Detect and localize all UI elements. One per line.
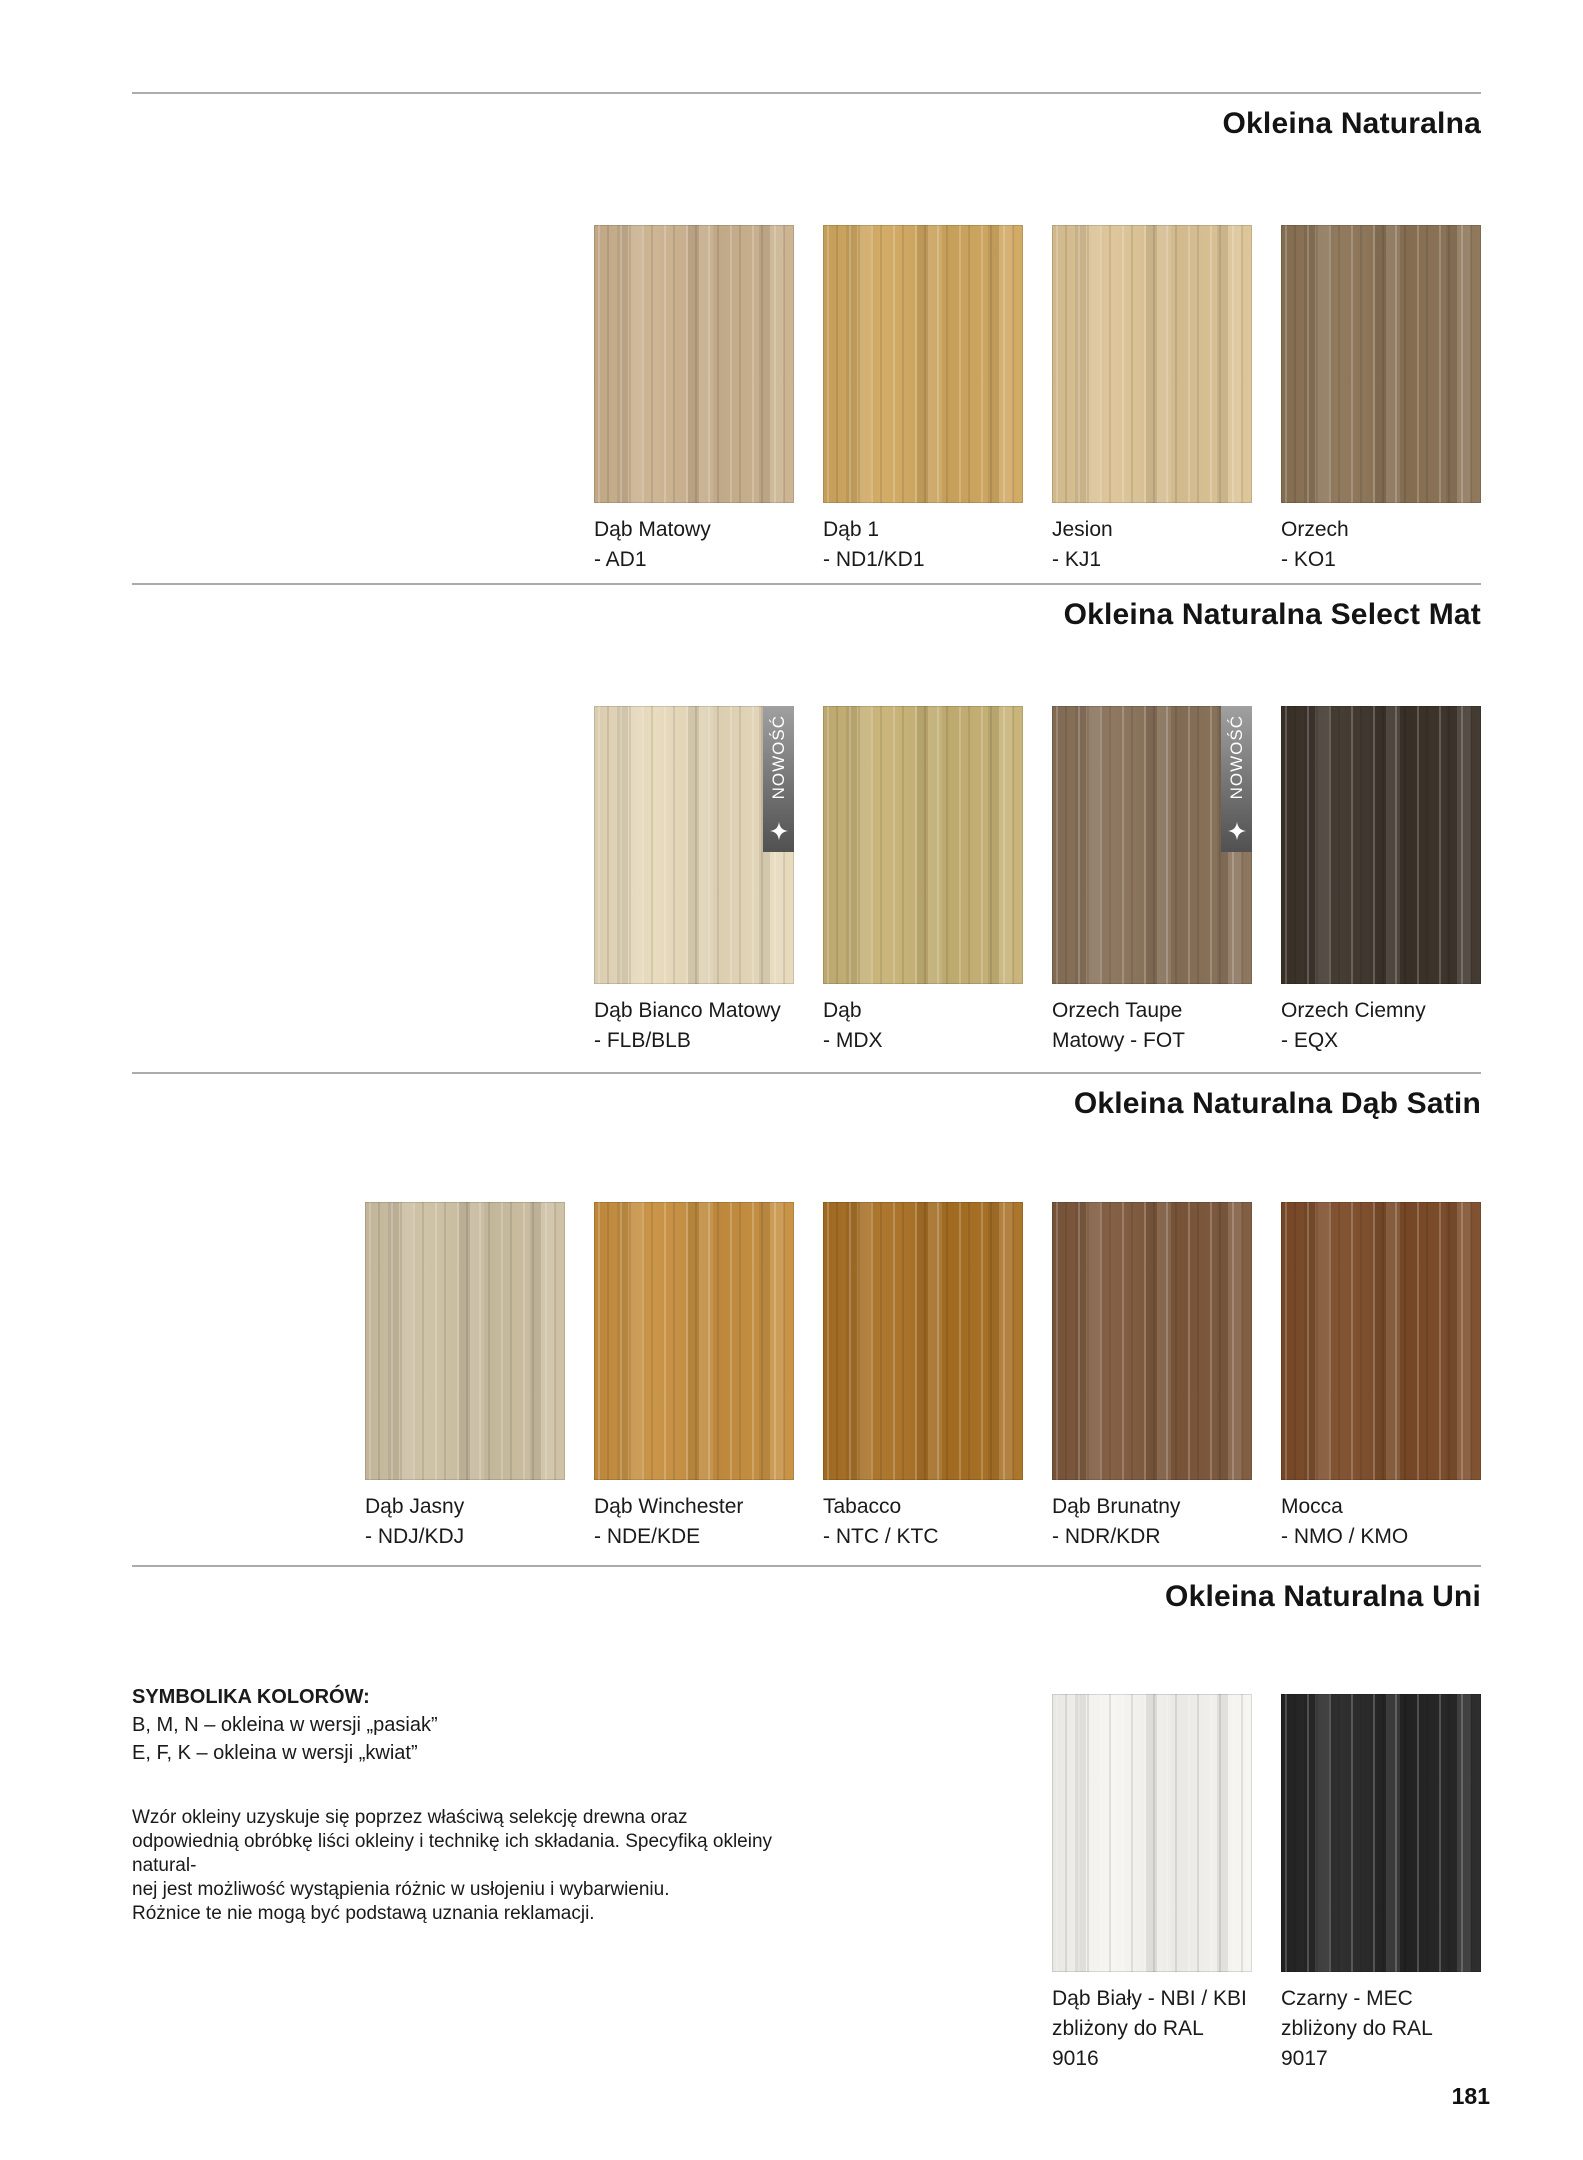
swatch-name: Orzech xyxy=(1281,518,1349,541)
swatch-cell xyxy=(1052,706,1252,1056)
symbols-line: E, F, K – okleina w wersji „kwiat” xyxy=(132,1742,418,1764)
swatch-name: Dąb xyxy=(823,999,862,1022)
nowosc-badge-label: NOWOŚĆ xyxy=(1226,715,1246,800)
swatch-cell xyxy=(365,1202,565,1552)
swatch-label xyxy=(1281,1984,1481,2074)
swatch-code: - KO1 xyxy=(1281,548,1336,571)
swatch-label xyxy=(1052,996,1252,1056)
swatch-label xyxy=(1281,996,1481,1056)
description-line: Wzór okleiny uzyskuje się poprzez właściwą selekcję drewna oraz xyxy=(132,1807,688,1828)
swatch-name: Orzech Ciemny xyxy=(1281,999,1426,1022)
swatch-cell xyxy=(594,706,794,1056)
swatch-name: Dąb 1 xyxy=(823,518,880,541)
swatch-label xyxy=(1052,1492,1252,1552)
wood-swatch xyxy=(823,706,1023,984)
swatch-name: Tabacco xyxy=(823,1495,902,1518)
wood-swatch xyxy=(365,1202,565,1480)
swatch-cell xyxy=(1052,1694,1252,2074)
section-title: Okleina Naturalna Select Mat xyxy=(1063,598,1481,631)
swatch-code: - NMO / KMO xyxy=(1281,1525,1409,1548)
sparkle-icon xyxy=(769,821,789,841)
swatch-code: - KJ1 xyxy=(1052,548,1102,571)
swatch-cell xyxy=(1281,706,1481,1056)
swatch-cell xyxy=(1052,225,1252,575)
wood-swatch xyxy=(1281,1694,1481,1972)
section-header-select-mat xyxy=(132,583,1481,632)
swatch-cell xyxy=(1052,1202,1252,1552)
swatch-name: Jesion xyxy=(1052,518,1113,541)
swatch-code: - NDJ/KDJ xyxy=(365,1525,465,1548)
wood-swatch xyxy=(1052,1694,1252,1972)
page-number: 181 xyxy=(1451,2083,1490,2109)
swatch-code: - NDR/KDR xyxy=(1052,1525,1161,1548)
swatch-code: Matowy - FOT xyxy=(1052,1029,1186,1052)
wood-swatch xyxy=(594,1202,794,1480)
nowosc-badge xyxy=(763,706,794,852)
swatch-name: Dąb Biały - NBI / KBI xyxy=(1052,1987,1247,2010)
swatch-name: Orzech Taupe xyxy=(1052,999,1183,1022)
swatch-label xyxy=(1281,1492,1481,1552)
swatch-code: - ND1/KD1 xyxy=(823,548,925,571)
swatch-name: Dąb Matowy xyxy=(594,518,711,541)
swatch-row-select-mat xyxy=(594,706,1481,1056)
wood-swatch xyxy=(823,225,1023,503)
swatch-label xyxy=(823,515,1023,575)
swatch-code: - FLB/BLB xyxy=(594,1029,691,1052)
veneer-description xyxy=(132,1806,832,1926)
wood-swatch xyxy=(1052,225,1252,503)
wood-swatch xyxy=(823,1202,1023,1480)
swatch-row-dab-satin xyxy=(365,1202,1481,1552)
wood-swatch xyxy=(1052,706,1252,984)
section-title: Okleina Naturalna Uni xyxy=(1165,1580,1481,1613)
swatch-row-naturalna xyxy=(594,225,1481,575)
section-title: Okleina Naturalna xyxy=(1222,107,1481,140)
swatch-cell xyxy=(594,225,794,575)
swatch-label xyxy=(594,515,794,575)
swatch-name: Dąb Bianco Matowy xyxy=(594,999,781,1022)
swatch-cell xyxy=(1281,1202,1481,1552)
symbols-line: B, M, N – okleina w wersji „pasiak” xyxy=(132,1714,438,1736)
swatch-code: - MDX xyxy=(823,1029,883,1052)
swatch-label xyxy=(823,1492,1023,1552)
swatch-name: Mocca xyxy=(1281,1495,1343,1518)
swatch-cell xyxy=(823,706,1023,1056)
wood-swatch xyxy=(1281,225,1481,503)
symbols-heading: SYMBOLIKA KOLORÓW: xyxy=(132,1686,370,1708)
description-line: odpowiednią obróbkę liści okleiny i technikę ich składania. Specyfiką okleiny natural- xyxy=(132,1831,773,1876)
nowosc-badge xyxy=(1221,706,1252,852)
description-line: Różnice te nie mogą być podstawą uznania reklamacji. xyxy=(132,1903,595,1924)
swatch-label xyxy=(1052,515,1252,575)
section-header-dab-satin xyxy=(132,1072,1481,1121)
swatch-code: zbliżony do RAL 9017 xyxy=(1281,2017,1432,2070)
swatch-code: - NDE/KDE xyxy=(594,1525,701,1548)
sparkle-icon xyxy=(1227,821,1247,841)
description-line: nej jest możliwość wystąpienia różnic w usłojeniu i wybarwieniu. xyxy=(132,1879,670,1900)
wood-swatch xyxy=(1281,1202,1481,1480)
swatch-name: Czarny - MEC xyxy=(1281,1987,1413,2010)
swatch-row-uni xyxy=(1052,1694,1481,2074)
swatch-name: Dąb Jasny xyxy=(365,1495,465,1518)
wood-swatch xyxy=(1052,1202,1252,1480)
wood-swatch xyxy=(1281,706,1481,984)
swatch-code: - AD1 xyxy=(594,548,647,571)
section-header-uni xyxy=(132,1565,1481,1614)
swatch-code: zbliżony do RAL 9016 xyxy=(1052,2017,1203,2070)
swatch-label xyxy=(594,1492,794,1552)
swatch-label xyxy=(365,1492,565,1552)
wood-swatch xyxy=(594,225,794,503)
swatch-cell xyxy=(823,1202,1023,1552)
section-title: Okleina Naturalna Dąb Satin xyxy=(1073,1087,1481,1120)
section-header-naturalna xyxy=(132,92,1481,141)
swatch-name: Dąb Brunatny xyxy=(1052,1495,1181,1518)
swatch-label xyxy=(1281,515,1481,575)
nowosc-badge-label: NOWOŚĆ xyxy=(768,715,788,800)
wood-swatch xyxy=(594,706,794,984)
color-symbols-note xyxy=(132,1683,832,1767)
swatch-code: - EQX xyxy=(1281,1029,1339,1052)
swatch-cell xyxy=(823,225,1023,575)
swatch-cell xyxy=(594,1202,794,1552)
swatch-cell xyxy=(1281,1694,1481,2074)
swatch-label xyxy=(823,996,1023,1056)
swatch-cell xyxy=(1281,225,1481,575)
swatch-label xyxy=(1052,1984,1252,2074)
swatch-label xyxy=(594,996,794,1056)
swatch-code: - NTC / KTC xyxy=(823,1525,939,1548)
swatch-name: Dąb Winchester xyxy=(594,1495,744,1518)
